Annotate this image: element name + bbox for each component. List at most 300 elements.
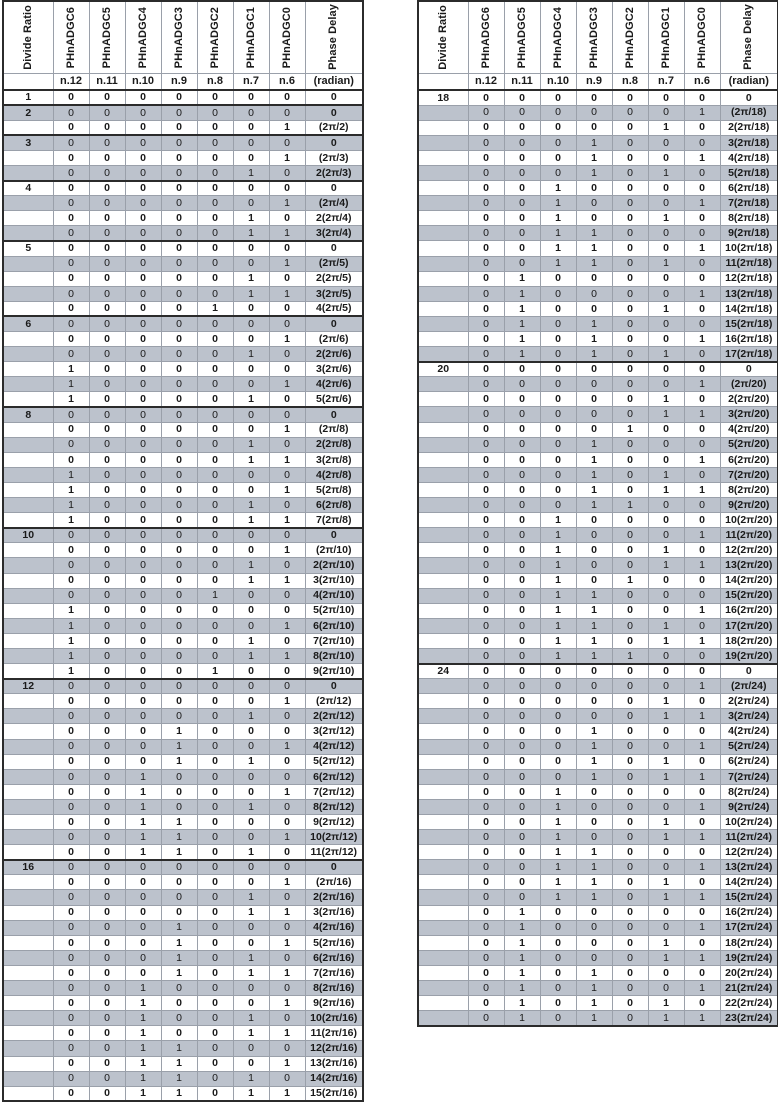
phase-delay-value: 4(2π/18): [720, 150, 778, 165]
bit-cell-n-10: 1: [540, 528, 576, 543]
bit-cell-n-6: 1: [684, 830, 720, 845]
bit-cell-n-10: 1: [540, 875, 576, 890]
table-row: [418, 407, 778, 422]
bit-cell-n-10: 0: [540, 694, 576, 709]
bit-cell-n-6: 0: [269, 467, 305, 482]
bit-cell-n-11: 0: [89, 648, 125, 663]
divide-ratio-blank: [418, 709, 468, 724]
bit-cell-n-7: 0: [233, 150, 269, 165]
table-row: [3, 256, 363, 271]
bit-cell-n-8: 0: [612, 996, 648, 1011]
bit-cell-n-6: 1: [269, 573, 305, 588]
bit-cell-n-6: 0: [269, 679, 305, 694]
bit-cell-n-10: 0: [125, 965, 161, 980]
bit-cell-n-7: 0: [648, 196, 684, 211]
bit-cell-n-12: 0: [468, 981, 504, 996]
bit-cell-n-12: 0: [468, 890, 504, 905]
bit-cell-n-12: 0: [468, 316, 504, 331]
phase-delay-value: 10(2π/20): [720, 513, 778, 528]
table-row: [3, 135, 363, 150]
table-row: [418, 165, 778, 180]
bit-cell-n-11: 0: [89, 830, 125, 845]
bit-cell-n-6: 0: [269, 301, 305, 316]
bit-cell-n-7: 0: [648, 588, 684, 603]
phase-delay-value: 0: [305, 407, 363, 422]
bit-cell-n-7: 1: [233, 754, 269, 769]
bit-cell-n-10: 0: [540, 981, 576, 996]
divide-ratio-blank: [418, 618, 468, 633]
header-pin-n-7: n.7: [648, 73, 684, 90]
divide-ratio-blank: [418, 256, 468, 271]
bit-cell-n-10: 0: [125, 482, 161, 497]
bit-cell-n-10: 1: [540, 211, 576, 226]
bit-cell-n-8: 0: [612, 633, 648, 648]
phase-delay-value: 5(2π/8): [305, 482, 363, 497]
bit-cell-n-8: 0: [197, 1041, 233, 1056]
bit-cell-n-6: 1: [684, 860, 720, 875]
table-row: [3, 543, 363, 558]
header-signal-label: PHnADGC3: [172, 6, 185, 68]
bit-cell-n-11: 1: [504, 286, 540, 301]
bit-cell-n-9: 0: [161, 392, 197, 407]
divide-ratio-blank: [3, 875, 53, 890]
bit-cell-n-12: 0: [53, 437, 89, 452]
bit-cell-n-9: 1: [576, 347, 612, 362]
table-row: [3, 1071, 363, 1086]
table-row: [3, 467, 363, 482]
table-row: [3, 332, 363, 347]
header-signal-phnadgc5: [89, 1, 125, 73]
table-row: [3, 769, 363, 784]
table-row: [418, 679, 778, 694]
bit-cell-n-9: 0: [576, 815, 612, 830]
phase-delay-value: (2π/10): [305, 543, 363, 558]
bit-cell-n-12: 0: [53, 799, 89, 814]
bit-cell-n-8: 0: [197, 422, 233, 437]
bit-cell-n-10: 1: [540, 256, 576, 271]
phase-delay-value: 20(2π/24): [720, 965, 778, 980]
table-row: [418, 784, 778, 799]
bit-cell-n-6: 0: [269, 799, 305, 814]
bit-cell-n-10: 0: [125, 513, 161, 528]
bit-cell-n-7: 1: [648, 558, 684, 573]
phase-delay-value: 11(2π/18): [720, 256, 778, 271]
bit-cell-n-11: 0: [504, 135, 540, 150]
bit-cell-n-6: 1: [684, 950, 720, 965]
table-row: [3, 482, 363, 497]
bit-cell-n-12: 0: [53, 830, 89, 845]
phase-delay-value: 12(2π/16): [305, 1041, 363, 1056]
table-row: [3, 528, 363, 543]
bit-cell-n-11: 0: [504, 588, 540, 603]
bit-cell-n-11: 0: [504, 241, 540, 256]
bit-cell-n-6: 0: [684, 347, 720, 362]
bit-cell-n-12: 0: [468, 845, 504, 860]
bit-cell-n-11: 0: [89, 890, 125, 905]
bit-cell-n-12: 0: [468, 150, 504, 165]
bit-cell-n-12: 0: [53, 332, 89, 347]
divide-ratio-blank: [3, 286, 53, 301]
bit-cell-n-9: 0: [161, 256, 197, 271]
bit-cell-n-12: 0: [53, 196, 89, 211]
divide-ratio-blank: [3, 996, 53, 1011]
bit-cell-n-12: 0: [468, 392, 504, 407]
header-pin-n-6: n.6: [684, 73, 720, 90]
bit-cell-n-9: 0: [576, 120, 612, 135]
bit-cell-n-6: 0: [684, 664, 720, 679]
header-signal-phnadgc3: [161, 1, 197, 73]
phase-delay-value: 13(2π/16): [305, 1056, 363, 1071]
bit-cell-n-6: 0: [684, 120, 720, 135]
header-signal-label: PHnADGC5: [100, 6, 113, 68]
divide-ratio-blank: [418, 196, 468, 211]
header-signal-phnadgc0: [684, 1, 720, 73]
bit-cell-n-9: 0: [576, 196, 612, 211]
bit-cell-n-9: 0: [161, 241, 197, 256]
table-row: [418, 648, 778, 663]
bit-cell-n-8: 0: [197, 875, 233, 890]
bit-cell-n-9: 1: [161, 965, 197, 980]
bit-cell-n-10: 0: [125, 528, 161, 543]
bit-cell-n-11: 0: [504, 709, 540, 724]
divide-ratio-blank: [3, 724, 53, 739]
bit-cell-n-6: 0: [684, 784, 720, 799]
bit-cell-n-6: 0: [269, 860, 305, 875]
bit-cell-n-6: 1: [684, 332, 720, 347]
bit-cell-n-12: 0: [53, 739, 89, 754]
bit-cell-n-9: 0: [161, 679, 197, 694]
bit-cell-n-6: 1: [684, 709, 720, 724]
bit-cell-n-11: 0: [504, 196, 540, 211]
bit-cell-n-11: 0: [504, 422, 540, 437]
bit-cell-n-7: 1: [233, 905, 269, 920]
bit-cell-n-8: 0: [612, 815, 648, 830]
phase-delay-value: 21(2π/24): [720, 981, 778, 996]
bit-cell-n-12: 0: [53, 709, 89, 724]
bit-cell-n-12: 0: [468, 301, 504, 316]
divide-ratio-blank: [418, 784, 468, 799]
bit-cell-n-7: 1: [233, 573, 269, 588]
bit-cell-n-6: 1: [684, 890, 720, 905]
bit-cell-n-11: 0: [504, 679, 540, 694]
bit-cell-n-6: 1: [684, 679, 720, 694]
bit-cell-n-12: 0: [468, 664, 504, 679]
table-row: [3, 875, 363, 890]
phase-delay-value: 3(2π/18): [720, 135, 778, 150]
table-body-left: [3, 90, 363, 1101]
bit-cell-n-6: 0: [269, 950, 305, 965]
bit-cell-n-8: 0: [612, 830, 648, 845]
table-row: [418, 241, 778, 256]
bit-cell-n-7: 0: [233, 784, 269, 799]
bit-cell-n-7: 1: [233, 558, 269, 573]
table-row: [3, 407, 363, 422]
bit-cell-n-11: 0: [89, 543, 125, 558]
bit-cell-n-7: 1: [648, 120, 684, 135]
bit-cell-n-11: 0: [89, 392, 125, 407]
bit-cell-n-12: 0: [468, 90, 504, 105]
bit-cell-n-10: 0: [125, 316, 161, 331]
bit-cell-n-11: 0: [89, 815, 125, 830]
bit-cell-n-11: 0: [89, 422, 125, 437]
bit-cell-n-9: 0: [161, 618, 197, 633]
bit-cell-n-10: 0: [540, 965, 576, 980]
bit-cell-n-9: 1: [576, 860, 612, 875]
table-row: [418, 860, 778, 875]
bit-cell-n-12: 1: [53, 392, 89, 407]
phase-delay-value: 6(2π/20): [720, 452, 778, 467]
bit-cell-n-8: 0: [197, 105, 233, 120]
bit-cell-n-8: 0: [612, 754, 648, 769]
bit-cell-n-8: 0: [197, 603, 233, 618]
divide-ratio-blank: [418, 286, 468, 301]
bit-cell-n-8: 0: [197, 226, 233, 241]
bit-cell-n-10: 0: [540, 769, 576, 784]
divide-ratio-blank: [418, 648, 468, 663]
phase-delay-value: (2π/18): [720, 105, 778, 120]
table-row: [418, 981, 778, 996]
bit-cell-n-7: 0: [233, 90, 269, 105]
bit-cell-n-11: 0: [504, 362, 540, 377]
bit-cell-n-8: 0: [197, 543, 233, 558]
phase-delay-value: 9(2π/10): [305, 664, 363, 679]
bit-cell-n-8: 0: [197, 1026, 233, 1041]
divide-ratio-blank: [418, 543, 468, 558]
bit-cell-n-9: 0: [161, 452, 197, 467]
phase-delay-value: 4(2π/12): [305, 739, 363, 754]
bit-cell-n-10: 1: [540, 890, 576, 905]
divide-ratio-blank: [3, 377, 53, 392]
bit-cell-n-12: 0: [468, 860, 504, 875]
divide-ratio-blank: [3, 437, 53, 452]
phase-delay-table-right: [417, 0, 778, 1027]
table-row: [3, 996, 363, 1011]
bit-cell-n-7: 0: [648, 528, 684, 543]
bit-cell-n-6: 0: [269, 347, 305, 362]
bit-cell-n-11: 0: [504, 603, 540, 618]
bit-cell-n-8: 0: [197, 392, 233, 407]
bit-cell-n-12: 0: [468, 633, 504, 648]
bit-cell-n-8: 0: [612, 875, 648, 890]
divide-ratio-blank: [3, 150, 53, 165]
divide-ratio-blank: [418, 799, 468, 814]
phase-delay-value: 2(2π/18): [720, 120, 778, 135]
bit-cell-n-11: 0: [504, 664, 540, 679]
bit-cell-n-12: 0: [468, 543, 504, 558]
bit-cell-n-6: 0: [269, 165, 305, 180]
bit-cell-n-9: 0: [161, 90, 197, 105]
bit-cell-n-7: 1: [233, 965, 269, 980]
table-row: [3, 165, 363, 180]
bit-cell-n-11: 0: [504, 452, 540, 467]
bit-cell-n-10: 1: [540, 241, 576, 256]
bit-cell-n-12: 0: [53, 754, 89, 769]
divide-ratio-blank: [418, 120, 468, 135]
bit-cell-n-9: 0: [161, 558, 197, 573]
bit-cell-n-9: 1: [576, 603, 612, 618]
bit-cell-n-11: 1: [504, 965, 540, 980]
bit-cell-n-10: 1: [540, 648, 576, 663]
header-signal-label: PHnADGC2: [208, 6, 221, 68]
phase-delay-value: 9(2π/20): [720, 498, 778, 513]
phase-delay-value: (2π/20): [720, 377, 778, 392]
bit-cell-n-9: 0: [576, 709, 612, 724]
header-pin-n-12: n.12: [468, 73, 504, 90]
bit-cell-n-10: 0: [125, 664, 161, 679]
bit-cell-n-7: 1: [233, 271, 269, 286]
table-row: [418, 362, 778, 377]
bit-cell-n-8: 0: [612, 196, 648, 211]
bit-cell-n-12: 0: [468, 437, 504, 452]
table-row: [3, 362, 363, 377]
bit-cell-n-7: 0: [648, 603, 684, 618]
bit-cell-n-8: 0: [197, 120, 233, 135]
bit-cell-n-10: 1: [125, 996, 161, 1011]
table-row: [3, 784, 363, 799]
bit-cell-n-9: 1: [576, 981, 612, 996]
bit-cell-n-6: 1: [269, 120, 305, 135]
bit-cell-n-11: 0: [89, 316, 125, 331]
bit-cell-n-10: 1: [125, 1041, 161, 1056]
bit-cell-n-12: 1: [53, 362, 89, 377]
table-row: [3, 724, 363, 739]
bit-cell-n-6: 1: [269, 1086, 305, 1101]
bit-cell-n-8: 0: [197, 513, 233, 528]
bit-cell-n-8: 0: [612, 211, 648, 226]
bit-cell-n-8: 0: [612, 950, 648, 965]
divide-ratio-blank: [418, 935, 468, 950]
bit-cell-n-7: 0: [233, 830, 269, 845]
bit-cell-n-9: 0: [161, 286, 197, 301]
bit-cell-n-10: 1: [125, 799, 161, 814]
bit-cell-n-10: 0: [125, 603, 161, 618]
bit-cell-n-8: 0: [612, 739, 648, 754]
table-row: [3, 513, 363, 528]
divide-ratio-blank: [418, 830, 468, 845]
bit-cell-n-11: 0: [504, 211, 540, 226]
table-row: [418, 709, 778, 724]
bit-cell-n-6: 0: [684, 271, 720, 286]
table-row: [3, 558, 363, 573]
bit-cell-n-9: 1: [576, 498, 612, 513]
bit-cell-n-11: 0: [504, 513, 540, 528]
table-row: [3, 377, 363, 392]
bit-cell-n-7: 1: [648, 633, 684, 648]
bit-cell-n-7: 1: [648, 482, 684, 497]
bit-cell-n-11: 0: [504, 799, 540, 814]
bit-cell-n-7: 1: [648, 694, 684, 709]
bit-cell-n-7: 0: [233, 996, 269, 1011]
table-row: [418, 1011, 778, 1026]
divide-ratio-blank: [3, 981, 53, 996]
divide-ratio-blank: [3, 573, 53, 588]
bit-cell-n-12: 0: [468, 482, 504, 497]
bit-cell-n-6: 1: [684, 799, 720, 814]
bit-cell-n-10: 0: [540, 271, 576, 286]
bit-cell-n-7: 0: [648, 362, 684, 377]
bit-cell-n-6: 0: [269, 769, 305, 784]
divide-ratio-blank: [418, 754, 468, 769]
bit-cell-n-8: 0: [197, 709, 233, 724]
bit-cell-n-9: 1: [161, 1071, 197, 1086]
phase-delay-value: 5(2π/10): [305, 603, 363, 618]
bit-cell-n-9: 0: [161, 135, 197, 150]
bit-cell-n-6: 1: [269, 965, 305, 980]
phase-delay-value: 9(2π/18): [720, 226, 778, 241]
phase-delay-value: 0: [305, 105, 363, 120]
table-row: [3, 830, 363, 845]
divide-ratio-blank: [418, 271, 468, 286]
phase-delay-value: (2π/12): [305, 694, 363, 709]
table-row: [418, 226, 778, 241]
bit-cell-n-8: 0: [612, 603, 648, 618]
bit-cell-n-7: 0: [648, 739, 684, 754]
bit-cell-n-12: 0: [468, 905, 504, 920]
phase-delay-value: 2(2π/12): [305, 709, 363, 724]
bit-cell-n-6: 0: [269, 392, 305, 407]
bit-cell-n-7: 1: [648, 211, 684, 226]
phase-delay-value: 6(2π/18): [720, 181, 778, 196]
divide-ratio-blank: [418, 558, 468, 573]
bit-cell-n-8: 1: [197, 664, 233, 679]
bit-cell-n-6: 1: [684, 769, 720, 784]
bit-cell-n-7: 0: [648, 181, 684, 196]
bit-cell-n-11: 0: [504, 815, 540, 830]
bit-cell-n-9: 1: [161, 1041, 197, 1056]
bit-cell-n-10: 1: [540, 513, 576, 528]
divide-ratio-blank: [418, 950, 468, 965]
bit-cell-n-12: 0: [468, 799, 504, 814]
bit-cell-n-8: 0: [197, 920, 233, 935]
bit-cell-n-11: 0: [89, 181, 125, 196]
bit-cell-n-8: 0: [197, 905, 233, 920]
bit-cell-n-12: 1: [53, 482, 89, 497]
bit-cell-n-10: 0: [125, 679, 161, 694]
bit-cell-n-8: 0: [612, 664, 648, 679]
bit-cell-n-8: 0: [197, 754, 233, 769]
header-row-signal-names: [3, 1, 363, 73]
bit-cell-n-6: 1: [684, 196, 720, 211]
bit-cell-n-11: 0: [504, 90, 540, 105]
bit-cell-n-8: 0: [197, 965, 233, 980]
bit-cell-n-12: 0: [468, 211, 504, 226]
phase-delay-value: 3(2π/12): [305, 724, 363, 739]
divide-ratio-blank: [3, 543, 53, 558]
bit-cell-n-11: 0: [89, 528, 125, 543]
bit-cell-n-9: 0: [161, 513, 197, 528]
phase-delay-value: 9(2π/24): [720, 799, 778, 814]
phase-delay-value: 8(2π/24): [720, 784, 778, 799]
divide-ratio-blank: [3, 633, 53, 648]
bit-cell-n-12: 0: [53, 1086, 89, 1101]
bit-cell-n-6: 1: [269, 150, 305, 165]
bit-cell-n-8: 0: [612, 286, 648, 301]
bit-cell-n-7: 0: [648, 845, 684, 860]
bit-cell-n-12: 0: [468, 709, 504, 724]
bit-cell-n-10: 0: [125, 196, 161, 211]
bit-cell-n-9: 0: [161, 181, 197, 196]
bit-cell-n-11: 0: [504, 875, 540, 890]
table-row: [418, 694, 778, 709]
bit-cell-n-8: 0: [612, 709, 648, 724]
bit-cell-n-10: 0: [540, 347, 576, 362]
divide-ratio-blank: [418, 498, 468, 513]
bit-cell-n-12: 1: [53, 467, 89, 482]
bit-cell-n-11: 0: [89, 981, 125, 996]
divide-ratio-blank: [418, 573, 468, 588]
bit-cell-n-11: 0: [504, 105, 540, 120]
divide-ratio-blank: [3, 603, 53, 618]
